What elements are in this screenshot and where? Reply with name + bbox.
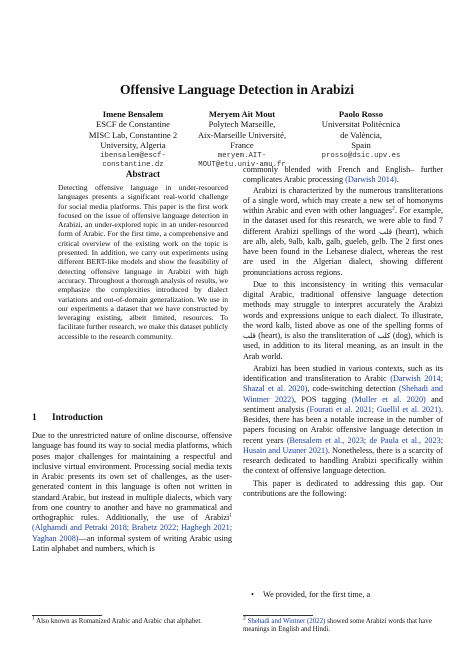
footnote-1 [32, 615, 232, 626]
arabic-word: كلب [377, 331, 391, 340]
footnote-divider [243, 615, 313, 616]
author-name: Meryem Ait Mout [208, 109, 276, 119]
contribution-bullet [243, 590, 443, 599]
citation-link[interactable]: Shehadi and Wintner (2022) [247, 618, 326, 625]
right-paragraph-5: This paper is dedicated to addressing this gap. Our contributions are the following: [243, 478, 443, 498]
author-email: prosso@dsic.upv.es [321, 151, 401, 160]
author-affiliation: Polytech Marseille, [208, 119, 276, 130]
author-affiliation: ESCF de Constantine [95, 119, 170, 130]
footnote-ref[interactable]: 2 [392, 205, 395, 212]
intro-text: —an informal system of writing Arabic using Latin alphabet and numbers, which is [32, 533, 232, 553]
author-email: ibensalem@escf- constantine.dz [100, 151, 166, 169]
paper-title: Offensive Language Detection in Arabizi [120, 82, 354, 97]
section-number: 1 [32, 413, 37, 423]
citation-link[interactable]: (Alghamdi and Petraki 2018; Brabetz 2022; Haghegh 2021; Yaghan 2008) [32, 523, 232, 543]
right-column [243, 165, 443, 499]
author-affiliation: University, Algeria [100, 140, 166, 151]
citation-link[interactable]: (Darwish 2014) [345, 175, 397, 185]
citation-link[interactable]: (Muller et al. 2020) [351, 394, 426, 404]
author-affiliation: Spain [351, 140, 371, 151]
author-affiliation: de València, [340, 129, 382, 140]
right-paragraph-1: commonly blended with French and English– further complicates Arabic processing (Darwish 2014). [243, 165, 443, 185]
citation-link[interactable]: (Bensalem et al., 2023; de Paula et al., 2023; Husain and Uzuner 2021) [243, 435, 443, 455]
citation-link[interactable]: (Darwish 2014; Shazal et al. 2020) [243, 374, 443, 394]
footnote-mark: 2 [243, 615, 246, 622]
arabic-word: قلب [243, 331, 256, 340]
citation-link[interactable]: (Fourati et al. 2021; Guellil et al. 2021) [306, 404, 441, 414]
footnote-text: showed some Arabizi words that have meanings in English and Hindi. [243, 618, 432, 634]
footnote-text: Also known as Romanized Arabic and Arabic chat alphabet. [36, 618, 202, 625]
author-name: Imene Bensalem [102, 109, 164, 119]
footnote-divider [32, 615, 102, 616]
arabic-word: قلب [379, 226, 393, 236]
author-affiliation: France [230, 140, 254, 151]
section-heading-introduction [32, 413, 103, 423]
abstract-heading: Abstract [125, 169, 161, 179]
bullet-mark: • [251, 590, 254, 599]
author-email: meryem.AIT- MOUT@etu.univ-amu.fr [198, 151, 286, 169]
right-paragraph-3: Due to this inconsistency in writing this vernacular digital Arabic, traditional offensive language detection methods may struggle to interpret accurately the Arabizi words and expressions unique to each dialect. To illustrate, the word kalb, listed above as one of the spelling forms of قلب (heart), is also the transliteration of كلب (dog), which is used, in addition to its literal meaning, as an insult in the Arab world. [243, 279, 443, 361]
footnote-2 [243, 615, 443, 634]
right-paragraph-2: Arabizi is characterized by the numerous transliterations of a single word, which may create a new set of homonyms within Arabic and even with other languages$^2$. For example, in the dataset used for this research, we were able to find 7 different Arabizi spellings of the word قلب (heart), which are alb, aleb, 9alb, kalb, galb, gueleb, gelb. The 2 first ones have been found in the Lebanese dialect, whereas the rest are used in the Algerian dialect, showing different pronunciations across regions. [243, 185, 443, 277]
footnote-ref[interactable]: 1 [229, 512, 232, 519]
author-affiliation: Universitat Politècnica [321, 119, 401, 130]
author-affiliation: Aix-Marseille Université, [197, 129, 287, 140]
author-name: Paolo Rosso [338, 109, 384, 119]
bullet-text: We provided, for the first time, a [263, 590, 371, 599]
abstract-text: Detecting offensive language in under-resourced languages presents a significant real-world challenge for social media platforms. This paper is the first work focused on the issue of offensive language detection in Arabizi, an under-explored topic in an under-resourced form of Arabic. For the first time, a comprehensive and critical overview of the existing work on the topic is presented. In addition, we carry out experiments using different BERT-like models and show the feasibility of detecting offensive language in Arabizi with high accuracy. Throughout a thorough analysis of results, we emphasize the complexities introduced by dialect variations and out-of-domain generalization. We use in our experiments a dataset that we have constructed by leveraging existing, albeit limited, resources. To facilitate further research, we make this dataset publicly accessible to the research community. [58, 183, 228, 341]
intro-text: Due to the unrestricted nature of online discourse, offensive language has found its way to social media platforms, which poses major challenges for maintaining a respectful and inclusive virtual environment. Processing social media texts in Arabic presents its own set of challenges, as the user-generated content in this language is often not written in standard Arabic, but instead in multiple dialects, which vary from one country to another and have no grammatical and orthographic rules. Additionally, the use of Arabizi [32, 431, 232, 522]
right-paragraph-4: Arabizi has been studied in various contexts, such as its identification and transliteration to Arabic (Darwish 2014; Shazal et al. 2020), code-switching detection (Shehadi and Wintner 2022), POS tagging (Muller et al. 2020) and sentiment analysis (Fourati et al. 2021; Guellil et al. 2021). Besides, there has been a notable increase in the number of papers focusing on Arabic offensive language detection in recent years (Bensalem et al., 2023; de Paula et al., 2023; Husain and Uzuner 2021). Nonetheless, there is a scarcity of research dedicated to handling Arabizi specifically within the context of offensive language detection. [243, 363, 444, 476]
footnote-mark: 1 [32, 615, 35, 622]
section-title: Introduction [52, 413, 103, 423]
citation-link[interactable]: (Shehadi and Wintner 2022) [243, 384, 444, 404]
author-affiliation: MISC Lab, Constantine 2 [88, 129, 178, 140]
author-block-3 [291, 109, 431, 161]
intro-paragraph [32, 431, 232, 554]
